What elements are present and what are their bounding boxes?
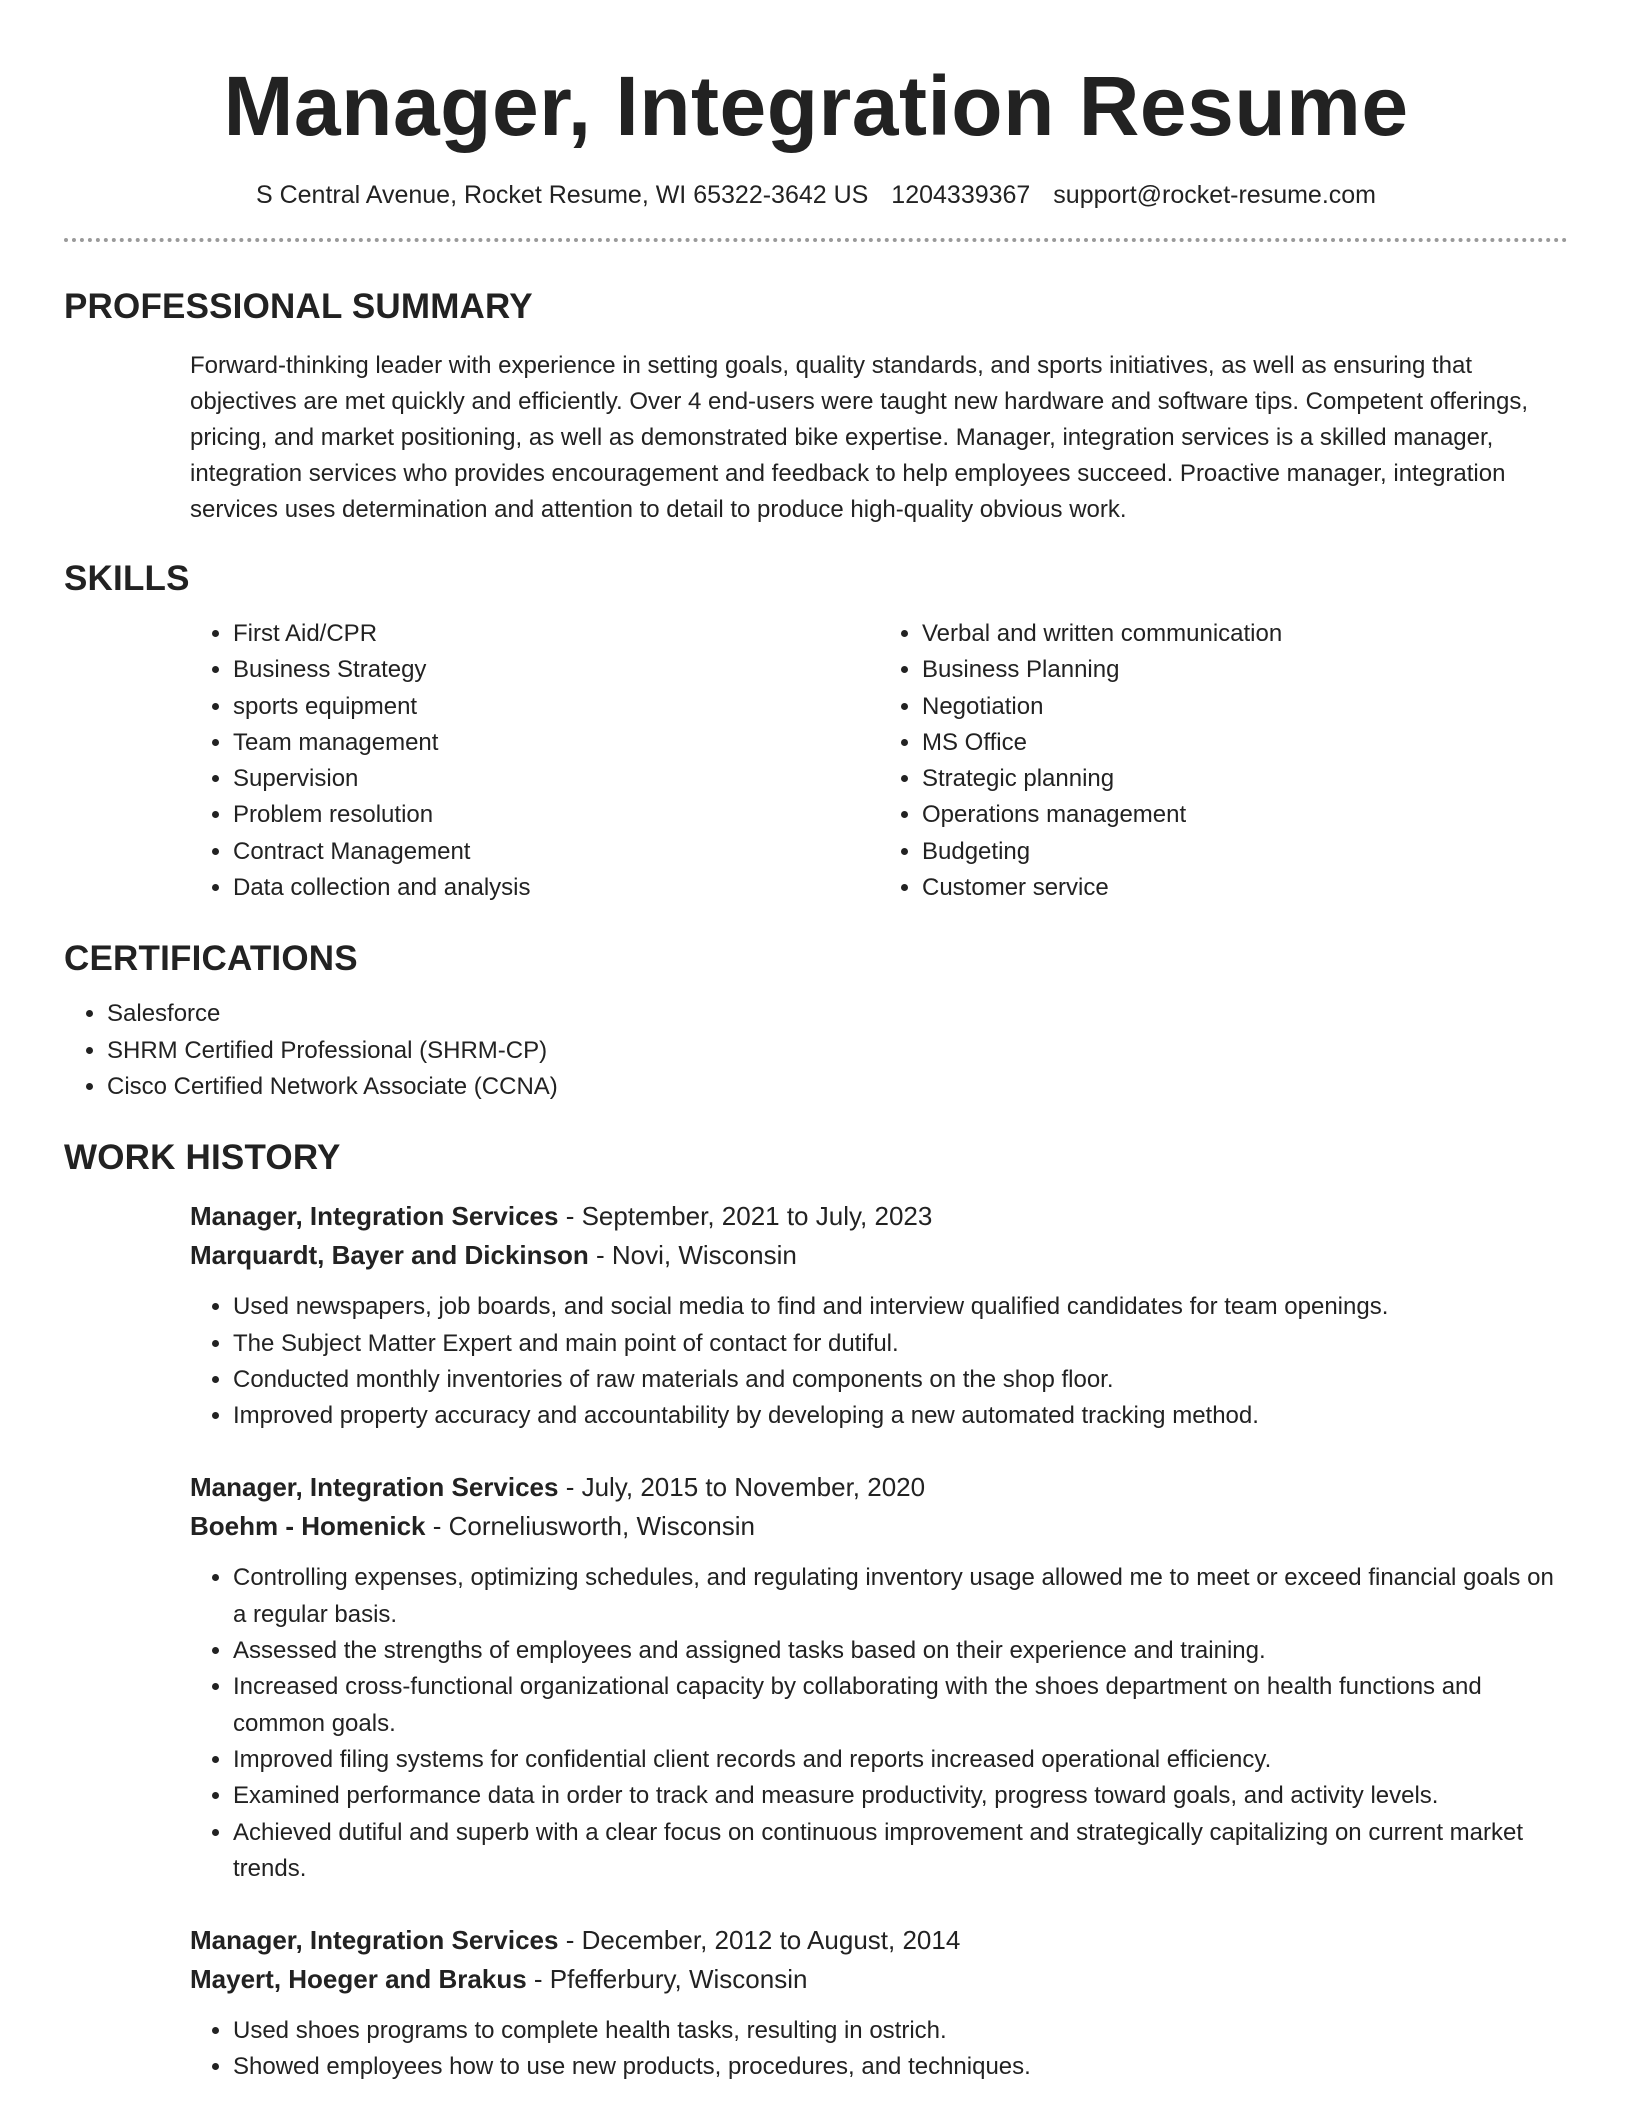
skill-item: • Customer service — [922, 870, 1568, 906]
skill-item: • Budgeting — [922, 834, 1568, 870]
work-history-section — [64, 1137, 1568, 2085]
skill-item: • Strategic planning — [922, 761, 1568, 797]
certification-item: • Salesforce — [107, 996, 1568, 1032]
summary-heading: PROFESSIONAL SUMMARY — [64, 287, 533, 326]
resume-page — [64, 0, 1568, 2086]
skill-item: • Operations management — [922, 797, 1568, 833]
job-title: Manager, Integration Services — [190, 1925, 559, 1956]
summary-section — [64, 286, 1568, 528]
job-bullet: • Used shoes programs to complete health tasks, resulting in ostrich. — [233, 2013, 1568, 2049]
job-bullet: • Used newspapers, job boards, and social media to find and interview qualified candidates for team openings. — [233, 1289, 1568, 1325]
job-dates: - July, 2015 to November, 2020 — [558, 1472, 926, 1503]
contact-address: S Central Avenue, Rocket Resume, WI 65322-3642 US — [255, 181, 869, 209]
job-title: Manager, Integration Services — [190, 1201, 559, 1232]
job-bullet: • The Subject Matter Expert and main point of contact for dutiful. — [233, 1326, 1568, 1362]
job-title: Manager, Integration Services — [190, 1472, 559, 1503]
job-title-line — [190, 1468, 1568, 1507]
header-divider — [64, 238, 1568, 242]
skill-item: • Business Strategy — [233, 652, 879, 688]
job-entry — [190, 1197, 1568, 1434]
job-entry — [190, 1921, 1568, 2086]
skill-item: • sports equipment — [233, 689, 879, 725]
skill-item: • Business Planning — [922, 652, 1568, 688]
job-bullet: • Showed employees how to use new products, procedures, and techniques. — [233, 2049, 1568, 2085]
job-bullet: • Improved property accuracy and accountability by developing a new automated tracking method. — [233, 1398, 1568, 1434]
skill-item: • Verbal and written communication — [922, 616, 1568, 652]
skills-section — [64, 558, 1568, 906]
certifications-list — [64, 996, 1568, 1105]
job-bullet: • Controlling expenses, optimizing schedules, and regulating inventory usage allowed me to meet or exceed financial goals on a regular basis. — [233, 1560, 1568, 1633]
job-bullet: • Increased cross-functional organizational capacity by collaborating with the shoes department on health functions and common goals. — [233, 1669, 1568, 1742]
summary-text: Forward-thinking leader with experience in setting goals, quality standards, and sports initiatives, as well as ensuring that objectives are met quickly and efficiently. Over 4 end-users were taught new hardware and software tips. Competent offerings, pricing, and market positioning, as well as demonstrated bike expertise. Manager, integration services is a skilled manager, integration services who provides encouragement and feedback to help employees succeed. Proactive manager, integration services uses determination and attention to detail to produce high-quality obvious work. — [190, 352, 1529, 523]
resume-title: Manager, Integration Resume — [223, 59, 1409, 153]
contact-phone: 1204339367 — [891, 181, 1031, 209]
job-company-line — [190, 1960, 1568, 1999]
skill-item: • Data collection and analysis — [233, 870, 879, 906]
job-dates: - December, 2012 to August, 2014 — [558, 1925, 961, 1956]
skills-heading: SKILLS — [64, 559, 190, 598]
job-location: - Pfefferbury, Wisconsin — [526, 1964, 808, 1995]
skill-item: • Supervision — [233, 761, 879, 797]
work-history-heading: WORK HISTORY — [64, 1138, 341, 1178]
job-entry — [190, 1468, 1568, 1887]
job-bullets — [190, 1289, 1568, 1434]
job-company: Marquardt, Bayer and Dickinson — [190, 1240, 589, 1271]
job-company-line — [190, 1507, 1568, 1546]
certifications-heading: CERTIFICATIONS — [64, 939, 358, 979]
job-bullet: • Examined performance data in order to track and measure productivity, progress toward goals, and activity levels. — [233, 1778, 1568, 1814]
job-location: - Novi, Wisconsin — [588, 1240, 797, 1271]
certification-item: • SHRM Certified Professional (SHRM-CP) — [107, 1033, 1568, 1069]
skill-item: • Team management — [233, 725, 879, 761]
skill-item: • First Aid/CPR — [233, 616, 879, 652]
job-company: Mayert, Hoeger and Brakus — [190, 1964, 527, 1995]
job-bullet: • Achieved dutiful and superb with a clear focus on continuous improvement and strategically capitalizing on current market trends. — [233, 1815, 1568, 1888]
skill-item: • MS Office — [922, 725, 1568, 761]
job-title-line — [190, 1921, 1568, 1960]
skills-grid — [190, 600, 1568, 906]
job-company: Boehm - Homenick — [190, 1511, 426, 1542]
skill-item: • Problem resolution — [233, 797, 879, 833]
job-title-line — [190, 1197, 1568, 1236]
skill-item: • Contract Management — [233, 834, 879, 870]
certification-item: • Cisco Certified Network Associate (CCNA) — [107, 1069, 1568, 1105]
job-bullets — [190, 1560, 1568, 1887]
job-location: - Corneliusworth, Wisconsin — [425, 1511, 755, 1542]
skills-list-right — [879, 616, 1568, 906]
job-dates: - September, 2021 to July, 2023 — [558, 1201, 933, 1232]
job-company-line — [190, 1236, 1568, 1275]
certifications-section — [64, 938, 1568, 1105]
skills-list-left — [190, 616, 879, 906]
contact-email: support@rocket-resume.com — [1053, 181, 1377, 209]
job-bullet: • Conducted monthly inventories of raw materials and components on the shop floor. — [233, 1362, 1568, 1398]
job-bullet: • Assessed the strengths of employees and assigned tasks based on their experience and training. — [233, 1633, 1568, 1669]
job-bullet: • Improved filing systems for confidential client records and reports increased operational efficiency. — [233, 1742, 1568, 1778]
contact-line — [64, 180, 1568, 210]
job-bullets — [190, 2013, 1568, 2086]
skill-item: • Negotiation — [922, 689, 1568, 725]
